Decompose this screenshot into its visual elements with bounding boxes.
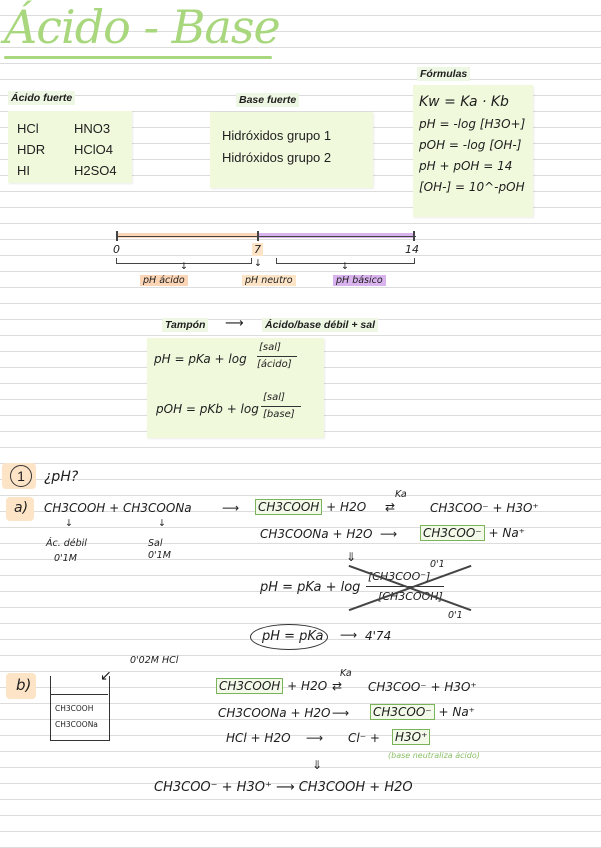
equilibrium-arrow-icon: ⇄ bbox=[385, 500, 396, 514]
arrow-right-icon: ⟶ bbox=[225, 316, 244, 331]
a-eq1-products: CH3COO⁻ + H3O⁺ bbox=[430, 501, 539, 515]
question-text: ¿pH? bbox=[44, 469, 79, 485]
beaker-content: CH3COONa bbox=[55, 720, 98, 729]
b-eq3-mid: Cl⁻ + bbox=[348, 731, 380, 745]
base-fuerte-label: Base fuerte bbox=[236, 93, 299, 107]
equilibrium-arrow-icon: ⇄ bbox=[332, 679, 343, 693]
b-note: (base neutraliza ácido) bbox=[388, 751, 480, 760]
tampon-f2-left: pOH = pKb + log bbox=[156, 402, 259, 416]
acido-fuerte-label: Ácido fuerte bbox=[8, 91, 75, 105]
a-cancel-value: 0'1 bbox=[430, 559, 445, 570]
arrow-down-icon: ↓ bbox=[180, 261, 188, 272]
fraction-bar bbox=[261, 406, 301, 407]
page-title: Ácido - Base bbox=[4, 0, 280, 54]
arrow-right-icon: ⟶ bbox=[380, 527, 398, 541]
a-ph-expression: pH = pKa + log bbox=[260, 580, 361, 595]
a-label: a) bbox=[14, 500, 29, 516]
formulas-card bbox=[413, 85, 533, 217]
arrow-right-icon: ⟶ bbox=[222, 501, 240, 515]
b-label: b) bbox=[16, 676, 32, 694]
a-eq2-box: CH3COO⁻ bbox=[420, 525, 485, 541]
acid-note: Ác. débil bbox=[46, 538, 87, 549]
title-underline bbox=[4, 56, 272, 59]
b-eq2-left: CH3COONa + H2O bbox=[218, 706, 331, 720]
salt-concentration: 0'1M bbox=[148, 550, 171, 561]
b-eq2-box: CH3COO⁻ bbox=[370, 704, 435, 720]
scale-mid: 7 bbox=[254, 243, 261, 256]
formulas-label: Fórmulas bbox=[417, 67, 470, 81]
salt-note: Sal bbox=[148, 538, 163, 549]
tick bbox=[413, 231, 415, 241]
formula: pH = -log [H3O+] bbox=[419, 117, 526, 131]
b-eq1-rest: + H2O bbox=[287, 679, 328, 693]
a-numerator: [CH3COO⁻] bbox=[368, 570, 431, 583]
scale-min: 0 bbox=[113, 243, 120, 256]
acid-concentration: 0'1M bbox=[54, 553, 77, 564]
a-denominator: [CH3COOH] bbox=[378, 590, 443, 603]
b-added-reagent: 0'02M HCl bbox=[130, 655, 179, 666]
b-eq2-rest: + Na⁺ bbox=[438, 705, 476, 719]
formula: pOH = -log [OH-] bbox=[419, 138, 522, 152]
ph-scale-line bbox=[116, 236, 416, 237]
arrow-down-icon: ↓ bbox=[341, 261, 349, 272]
b-eq3-box: H3O⁺ bbox=[392, 729, 430, 745]
a-value: 4'74 bbox=[365, 629, 392, 643]
acid-item: HNO3 bbox=[74, 121, 111, 136]
b-ka-label: Ka bbox=[340, 668, 352, 679]
base-item: Hidróxidos grupo 1 bbox=[222, 128, 332, 143]
ph-neutro-label: pH neutro bbox=[242, 275, 296, 286]
curved-arrow-icon: ↙ bbox=[100, 668, 112, 684]
tampon-label: Tampón bbox=[162, 318, 208, 332]
scale-max: 14 bbox=[405, 243, 419, 256]
a-reactants: CH3COOH + CH3COONa bbox=[44, 501, 192, 515]
a-result: pH = pKa bbox=[262, 629, 324, 644]
tampon-f2-num: [sal] bbox=[263, 392, 285, 403]
base-item: Hidróxidos grupo 2 bbox=[222, 150, 332, 165]
arrow-down-icon: ↓ bbox=[158, 518, 166, 529]
implies-icon: ⇓ bbox=[346, 550, 357, 564]
a-eq2-left: CH3COONa + H2O bbox=[260, 527, 373, 541]
a-cancel-value: 0'1 bbox=[448, 610, 463, 621]
tick bbox=[116, 231, 118, 241]
b-final-equation: CH3COO⁻ + H3O⁺ ⟶ CH3COOH + H2O bbox=[154, 780, 413, 795]
a-ka-label: Ka bbox=[395, 489, 407, 500]
ph-acido-label: pH ácido bbox=[140, 275, 188, 286]
arrow-right-icon: ⟶ bbox=[332, 706, 350, 720]
question-number: 1 bbox=[10, 465, 32, 487]
arrow-right-icon: ⟶ bbox=[306, 731, 324, 745]
base-fuerte-card bbox=[210, 112, 373, 188]
acido-fuerte-card bbox=[8, 111, 132, 183]
a-eq2-rest: + Na⁺ bbox=[488, 526, 526, 540]
implies-icon: ⇓ bbox=[312, 758, 323, 772]
a-eq1-box: CH3COOH bbox=[255, 499, 322, 515]
formula: pH + pOH = 14 bbox=[419, 159, 513, 173]
formula: Kw = Ka · Kb bbox=[419, 94, 509, 110]
tampon-card bbox=[147, 338, 324, 438]
fraction-bar bbox=[257, 356, 297, 357]
tampon-f1-left: pH = pKa + log bbox=[154, 352, 247, 366]
formula: [OH-] = 10^-pOH bbox=[419, 180, 525, 194]
tampon-f1-den: [ácido] bbox=[257, 359, 292, 370]
b-eq1-box: CH3COOH bbox=[216, 678, 283, 694]
ph-basico-label: pH básico bbox=[333, 275, 386, 286]
tampon-f2-den: [base] bbox=[263, 409, 295, 420]
arrow-down-icon: ↓ bbox=[65, 518, 73, 529]
acid-item: HCl bbox=[17, 121, 39, 136]
a-eq1-rest: + H2O bbox=[326, 500, 367, 514]
acid-item: HDR bbox=[17, 142, 46, 157]
arrow-down-icon: ↓ bbox=[254, 258, 262, 269]
b-eq3-left: HCl + H2O bbox=[226, 731, 291, 745]
beaker-content: CH3COOH bbox=[55, 704, 94, 713]
acid-item: HI bbox=[17, 163, 30, 178]
b-eq1-products: CH3COO⁻ + H3O⁺ bbox=[368, 680, 477, 694]
tampon-definition: Ácido/base débil + sal bbox=[262, 318, 378, 332]
arrow-right-icon: ⟶ bbox=[340, 628, 358, 642]
liquid-level bbox=[50, 694, 108, 695]
tick bbox=[257, 231, 259, 241]
acid-item: HClO4 bbox=[74, 142, 114, 157]
acid-item: H2SO4 bbox=[74, 163, 117, 178]
tampon-f1-num: [sal] bbox=[259, 342, 281, 353]
